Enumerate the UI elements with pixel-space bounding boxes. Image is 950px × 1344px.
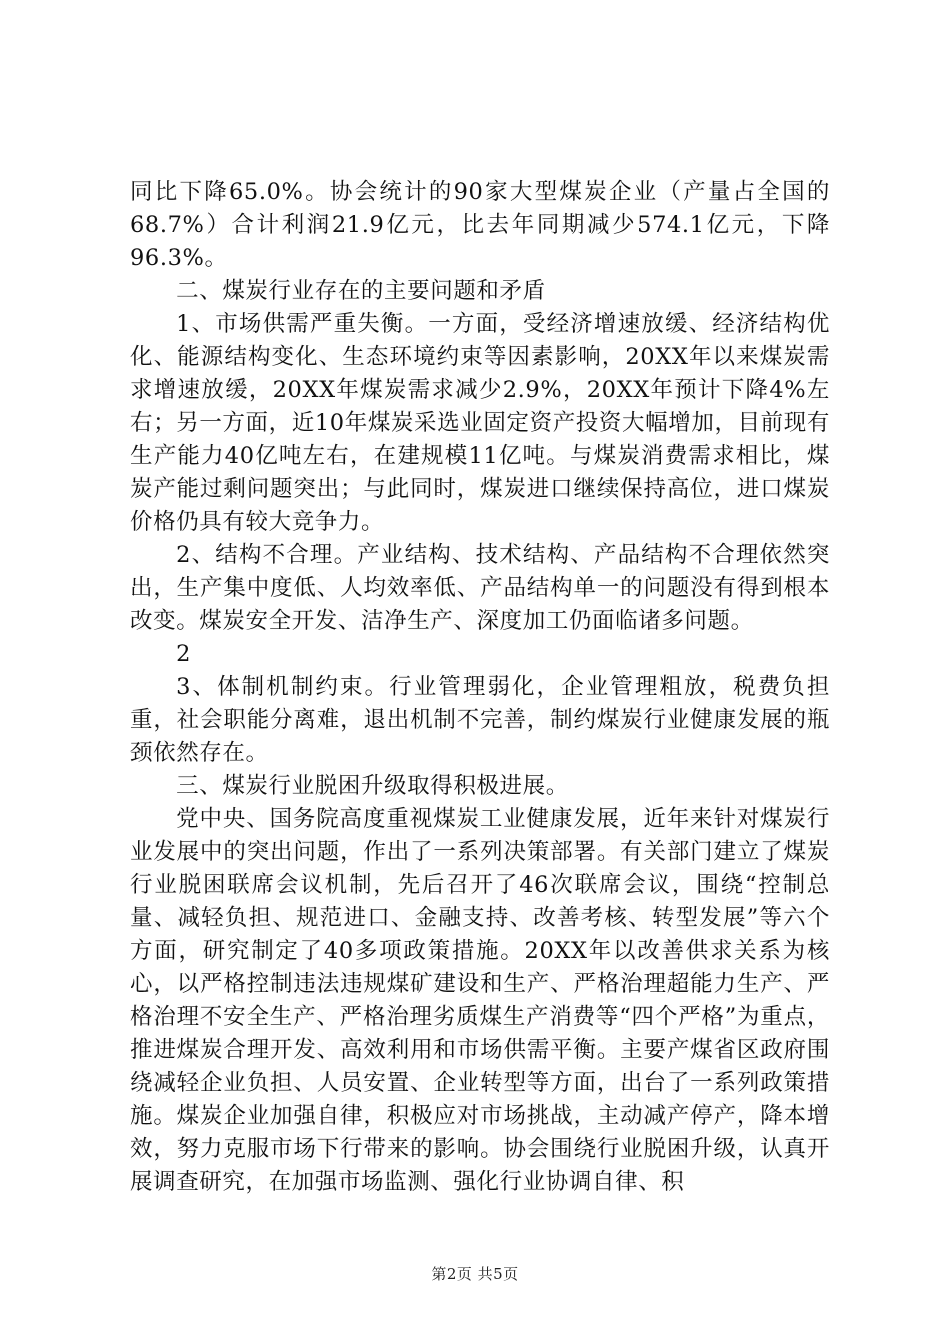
- paragraph-policy-measures: 党中央、国务院高度重视煤炭工业健康发展，近年来针对煤炭行业发展中的突出问题，作出了一系列决策部署。有关部门建立了煤炭行业脱困联席会议机制，先后召开了46次联席会议，围绕“控制总量、减轻负担、规范进口、金融支持、改善考核、转型发展”等六个方面，研究制定了40多项政策措施。20XX年以改善供求关系为核心，以严格控制违法违规煤矿建设和生产、严格治理超能力生产、严格治理不安全生产、严格治理劣质煤生产消费等“四个严格”为重点，推进煤炭合理开发、高效利用和市场供需平衡。主要产煤省区政府围绕减轻企业负担、人员安置、企业转型等方面，出台了一系列政策措施。煤炭企业加强自律，积极应对市场挑战，主动减产停产，降本增效，努力克服市场下行带来的影响。协会围绕行业脱困升级，认真开展调查研究，在加强市场监测、强化行业协调自律、积: [130, 806, 830, 1195]
- paragraph-institutional: 3、体制机制约束。行业管理弱化，企业管理粗放，税费负担重，社会职能分离难，退出机制不完善，制约煤炭行业健康发展的瓶颈依然存在。: [130, 674, 830, 766]
- stray-page-number: 2: [176, 641, 192, 667]
- paragraph-structure: 2、结构不合理。产业结构、技术结构、产品结构不合理依然突出，生产集中度低、人均效率低、产品结构单一的问题没有得到根本改变。煤炭安全开发、洁净生产、深度加工仍面临诸多问题。: [130, 542, 830, 634]
- paragraph-continuation: 同比下降65.0%。协会统计的90家大型煤炭企业（产量占全国的68.7%）合计利润21.9亿元，比去年同期减少574.1亿元，下降96.3%。: [130, 179, 830, 271]
- paragraph-supply-demand: 1、市场供需严重失衡。一方面，受经济增速放缓、经济结构优化、能源结构变化、生态环境约束等因素影响，20XX年以来煤炭需求增速放缓，20XX年煤炭需求减少2.9%，20XX年预计下降4%左右；另一方面，近10年煤炭采选业固定资产投资大幅增加，目前现有生产能力40亿吨左右，在建规模11亿吨。与煤炭消费需求相比，煤炭产能过剩问题突出；与此同时，煤炭进口继续保持高位，进口煤炭价格仍具有较大竞争力。: [130, 311, 830, 535]
- document-body: [130, 176, 830, 1199]
- section-heading-problems: 二、煤炭行业存在的主要问题和矛盾: [176, 278, 546, 304]
- section-heading-progress: 三、煤炭行业脱困升级取得积极进展。: [176, 773, 569, 799]
- page-footer: 第2页 共5页: [431, 1265, 519, 1283]
